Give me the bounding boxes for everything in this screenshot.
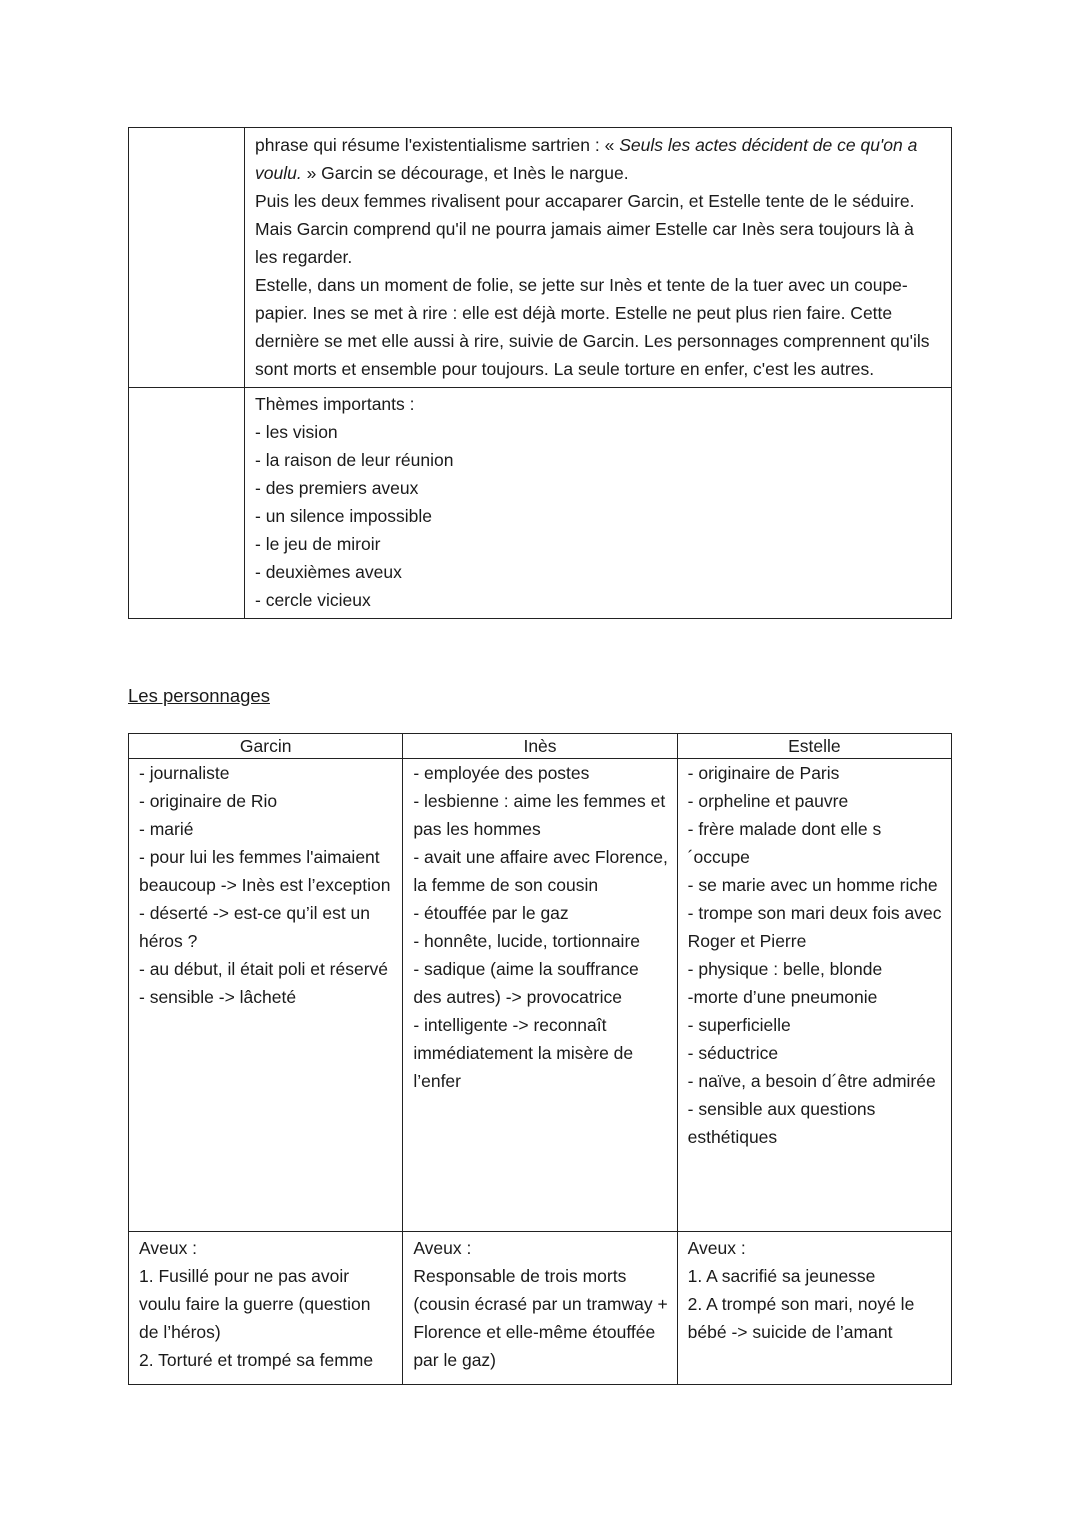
theme-item: - la raison de leur réunion xyxy=(255,450,454,470)
summary-label-cell xyxy=(129,128,245,388)
list-item: - pour lui les femmes l'aimaient beaucoup -> Inès est l’exception xyxy=(139,847,391,895)
characters-traits-row xyxy=(129,759,952,1232)
list-item: - trompe son mari deux fois avec Roger et Pierre xyxy=(687,903,942,951)
list-item: - au début, il était poli et réservé xyxy=(139,959,389,979)
list-item: - originaire de Rio xyxy=(139,791,278,811)
summary-text-cell xyxy=(245,128,952,388)
summary-paragraph-3: Estelle, dans un moment de folie, se jette sur Inès et tente de la tuer avec un coupe-papier. Ines se met à rire : elle est déjà morte. Estelle ne peut plus rien faire. Cette dernière se met elle aussi à rire, suivie de Garcin. Les personnages comprennent qu'ils sont morts et ensemble pour toujours. La seule torture en enfer, c'est les autres. xyxy=(255,275,930,379)
aveux-title: Aveux : xyxy=(413,1238,472,1258)
theme-item: - cercle vicieux xyxy=(255,590,371,610)
themes-title: Thèmes importants : xyxy=(255,394,415,414)
list-item: - originaire de Paris xyxy=(687,763,840,783)
characters-aveux-row xyxy=(129,1232,952,1385)
theme-item: - un silence impossible xyxy=(255,506,433,526)
estelle-traits-list xyxy=(688,759,943,1151)
themes-cell xyxy=(245,388,952,619)
themes-label-cell xyxy=(129,388,245,619)
character-name-garcin: Garcin xyxy=(129,734,403,759)
list-item: - étouffée par le gaz xyxy=(413,903,569,923)
theme-item: - le jeu de miroir xyxy=(255,534,381,554)
aveux-item: 2. Torturé et trompé sa femme xyxy=(139,1350,374,1370)
aveux-item: Responsable de trois morts (cousin écrasé par un tramway + Florence et elle-même étouffée par le gaz) xyxy=(413,1266,668,1370)
theme-item: - des premiers aveux xyxy=(255,478,419,498)
garcin-traits-cell xyxy=(129,759,403,1232)
list-item: - sensible aux questions esthétiques xyxy=(687,1099,876,1147)
list-item: - superficielle xyxy=(687,1015,791,1035)
theme-item: - les vision xyxy=(255,422,338,442)
theme-item: - deuxièmes aveux xyxy=(255,562,402,582)
ines-aveux-cell xyxy=(403,1232,677,1385)
summary-paragraph-2: Puis les deux femmes rivalisent pour accaparer Garcin, et Estelle tente de le séduire. Mais Garcin comprend qu'il ne pourra jamais aimer Estelle car Inès sera toujours là à les regarder. xyxy=(255,191,915,267)
list-item: - lesbienne : aime les femmes et pas les hommes xyxy=(413,791,666,839)
list-item: - avait une affaire avec Florence, la femme de son cousin xyxy=(413,847,668,895)
list-item: - orpheline et pauvre xyxy=(687,791,849,811)
character-name-ines: Inès xyxy=(403,734,677,759)
characters-table xyxy=(128,733,952,1385)
aveux-title: Aveux : xyxy=(687,1238,746,1258)
garcin-traits-list xyxy=(139,759,394,1011)
character-name-estelle: Estelle xyxy=(677,734,951,759)
list-item: - physique : belle, blonde xyxy=(687,959,883,979)
garcin-aveux-cell xyxy=(129,1232,403,1385)
list-item: -morte d’une pneumonie xyxy=(687,987,878,1007)
summary-row xyxy=(129,128,952,388)
list-item: - sadique (aime la souffrance des autres) -> provocatrice xyxy=(413,959,639,1007)
characters-header-row xyxy=(129,734,952,759)
ines-traits-cell xyxy=(403,759,677,1232)
aveux-item: 1. A sacrifié sa jeunesse xyxy=(687,1266,876,1286)
themes-row xyxy=(129,388,952,619)
aveux-title: Aveux : xyxy=(139,1238,198,1258)
aveux-item: 2. A trompé son mari, noyé le bébé -> suicide de l’amant xyxy=(687,1294,915,1342)
list-item: - déserté -> est-ce qu’il est un héros ? xyxy=(139,903,371,951)
list-item: - marié xyxy=(139,819,194,839)
summary-paragraph-1: phrase qui résume l'existentialisme sartrien : « Seuls les actes décident de ce qu'on a voulu. » Garcin se décourage, et Inès le nargue. xyxy=(255,135,918,183)
list-item: - intelligente -> reconnaît immédiatement la misère de l’enfer xyxy=(413,1015,634,1091)
estelle-traits-cell xyxy=(677,759,951,1232)
list-item: - employée des postes xyxy=(413,763,590,783)
section-title: Les personnages xyxy=(128,685,270,706)
list-item: - séductrice xyxy=(687,1043,779,1063)
list-item: - honnête, lucide, tortionnaire xyxy=(413,931,640,951)
list-item: - sensible -> lâcheté xyxy=(139,987,297,1007)
summary-table xyxy=(128,127,952,619)
list-item: - se marie avec un homme riche xyxy=(687,875,938,895)
list-item: - journaliste xyxy=(139,763,230,783)
ines-traits-list xyxy=(413,759,668,1095)
list-item: - naïve, a besoin d´être admirée xyxy=(687,1071,936,1091)
aveux-item: 1. Fusillé pour ne pas avoir voulu faire la guerre (question de l’héros) xyxy=(139,1266,371,1342)
list-item: - frère malade dont elle s´occupe xyxy=(687,819,882,867)
estelle-aveux-cell xyxy=(677,1232,951,1385)
